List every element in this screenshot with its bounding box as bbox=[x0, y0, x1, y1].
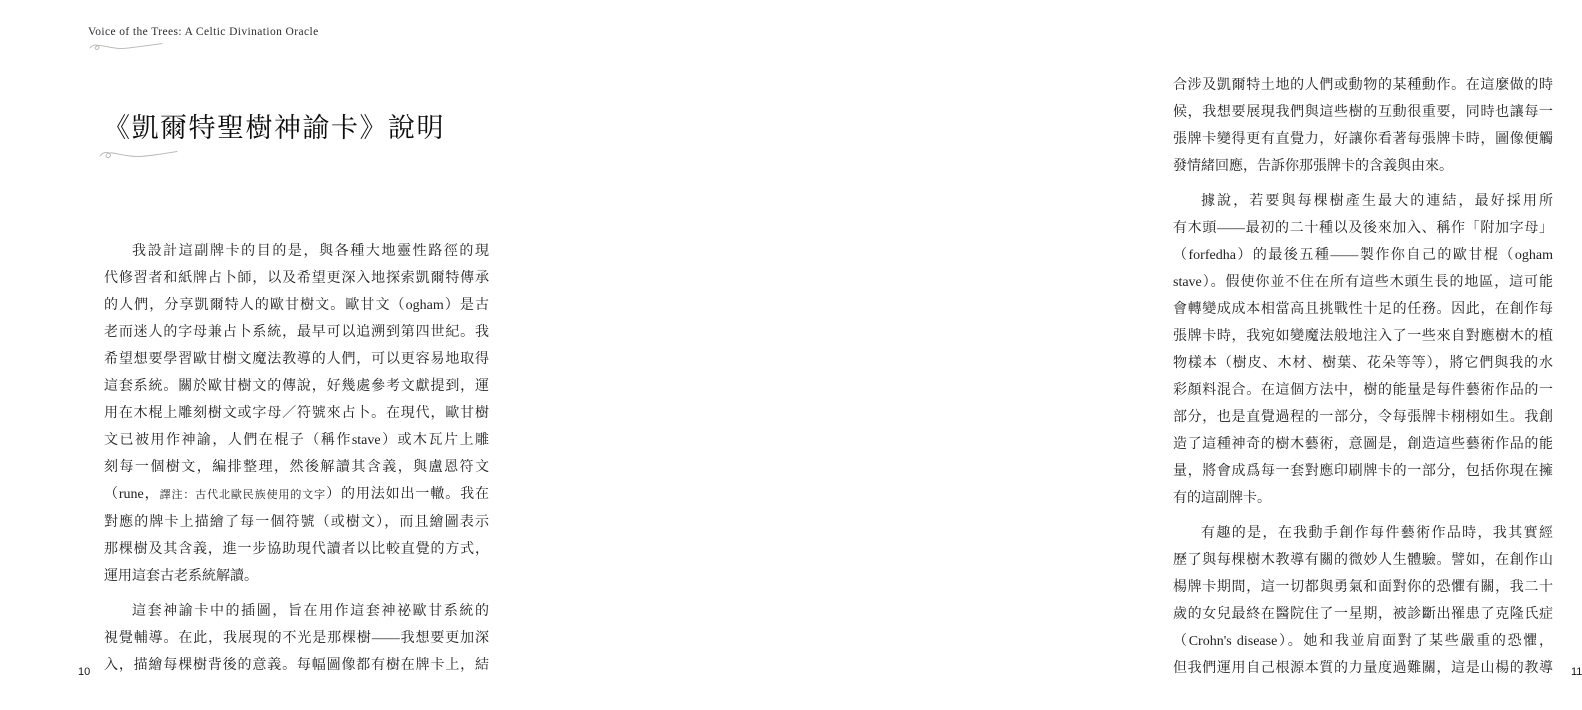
running-header: Voice of the Trees: A Celtic Divination Oracle bbox=[88, 26, 319, 38]
text-line: 運用這套古老系統解讀。 bbox=[104, 569, 258, 584]
text-segment: ）的用法如出一轍。我在 bbox=[326, 487, 489, 502]
text-line: （forfedha）的最後五種——製作你自己的歐甘棍（ogham bbox=[1173, 248, 1553, 263]
text-line: 彩顏料混合。在這個方法中，樹的能量是每件藝術作品的一 bbox=[1173, 383, 1553, 398]
text-line: 發情緒回應，告訴你那張牌卡的含義與由來。 bbox=[1173, 159, 1453, 174]
paragraph bbox=[104, 598, 489, 679]
text-line: 刻每一個樹文，編排整理，然後解讀其含義，與盧恩符文 bbox=[104, 460, 489, 475]
paragraph bbox=[104, 238, 489, 590]
flourish-icon bbox=[86, 39, 164, 55]
text-line: 會轉變成成本相當高且挑戰性十足的任務。因此，在創作每 bbox=[1173, 302, 1553, 317]
text-line: 那棵樹及其含義，進一步協助現代讀者以比較直覺的方式， bbox=[104, 542, 489, 557]
text-line: 用在木棍上雕刻樹文或字母／符號來占卜。在現代，歐甘樹 bbox=[104, 406, 489, 421]
text-line: （Crohn's disease）。她和我並肩面對了某些嚴重的恐懼， bbox=[1173, 634, 1553, 649]
text-line: 量，將會成爲每一套對應印刷牌卡的一部分，包括你現在擁 bbox=[1173, 464, 1553, 479]
text-line: 物樣本（樹皮、木材、樹葉、花朵等等），將它們與我的水 bbox=[1173, 356, 1553, 371]
left-page-body bbox=[104, 238, 489, 679]
paragraph bbox=[1173, 72, 1553, 180]
text-line: 歲的女兒最終在醫院住了一星期，被診斷出罹患了克隆氏症 bbox=[1173, 607, 1553, 622]
text-line: 但我們運用自己根源本質的力量度過難關，這是山楊的教導 bbox=[1173, 661, 1553, 676]
page-number-left: 10 bbox=[78, 666, 91, 678]
text-line: 視覺輔導。在此，我展現的不光是那棵樹——我想要更加深 bbox=[104, 631, 489, 646]
text-line: 老而迷人的字母兼占卜系統，最早可以追溯到第四世紀。我 bbox=[104, 325, 489, 340]
text-line: 有木頭——最初的二十種以及後來加入、稱作「附加字母」 bbox=[1173, 221, 1553, 236]
paragraph bbox=[1173, 520, 1553, 682]
left-page bbox=[0, 0, 561, 710]
text-line: 的人們，分享凱爾特人的歐甘樹文。歐甘文（ogham）是古 bbox=[104, 298, 489, 313]
page-number-right: 11 bbox=[1571, 666, 1582, 678]
text-line: 張牌卡變得更有直覺力，好讓你看著每張牌卡時，圖像便觸 bbox=[1173, 132, 1553, 147]
text-line: stave）。假使你並不住在所有這些木頭生長的地區，這可能 bbox=[1173, 275, 1553, 290]
text-line: 候，我想要展現我們與這些樹的互動很重要，同時也讓每一 bbox=[1173, 105, 1553, 120]
text-line: 這套神諭卡中的插圖，旨在用作這套神祕歐甘系統的 bbox=[132, 604, 489, 619]
text-line: 歷了與每棵樹木教導有關的微妙人生體驗。譬如，在創作山 bbox=[1173, 553, 1553, 568]
text-line: 對應的牌卡上描繪了每一個符號（或樹文），而且繪圖表示 bbox=[104, 515, 489, 530]
text-line: 這套系統。關於歐甘樹文的傳說，好幾處參考文獻提到，運 bbox=[104, 379, 489, 394]
right-page bbox=[561, 0, 1582, 710]
text-line bbox=[104, 481, 489, 509]
text-line: 代修習者和紙牌占卜師，以及希望更深入地探索凱爾特傳承 bbox=[104, 271, 489, 286]
text-line: 造了這種神奇的樹木藝術，意圖是，創造這些藝術作品的能 bbox=[1173, 437, 1553, 452]
chapter-title: 《凱爾特聖樹神諭卡》說明 bbox=[103, 113, 445, 143]
text-line: 有的這副牌卡。 bbox=[1173, 491, 1271, 506]
text-segment: （rune， bbox=[104, 487, 160, 502]
text-line: 張牌卡時，我宛如變魔法般地注入了一些來自對應樹木的植 bbox=[1173, 329, 1553, 344]
paragraph bbox=[1173, 188, 1553, 512]
text-line: 我設計這副牌卡的目的是，與各種大地靈性路徑的現 bbox=[132, 244, 489, 259]
flourish-icon bbox=[96, 146, 180, 164]
text-line: 有趣的是，在我動手創作每件藝術作品時，我其實經 bbox=[1201, 526, 1553, 541]
text-line: 據說，若要與每棵樹產生最大的連結，最好採用所 bbox=[1201, 194, 1553, 209]
text-line: 部分，也是直覺過程的一部分，令每張牌卡栩栩如生。我創 bbox=[1173, 410, 1553, 425]
right-page-body bbox=[1173, 72, 1553, 682]
text-line: 入，描繪每棵樹背後的意義。每幅圖像都有樹在牌卡上，結 bbox=[104, 658, 489, 673]
text-line: 文已被用作神諭，人們在棍子（稱作stave）或木瓦片上雕 bbox=[104, 433, 489, 448]
text-line: 希望想要學習歐甘樹文魔法教導的人們，可以更容易地取得 bbox=[104, 352, 489, 367]
translator-note: 譯注：古代北歐民族使用的文字 bbox=[159, 489, 327, 501]
text-line: 合涉及凱爾特土地的人們或動物的某種動作。在這麼做的時 bbox=[1173, 78, 1553, 93]
text-line: 楊牌卡期間，這一切都與勇氣和面對你的恐懼有關，我二十 bbox=[1173, 580, 1553, 595]
